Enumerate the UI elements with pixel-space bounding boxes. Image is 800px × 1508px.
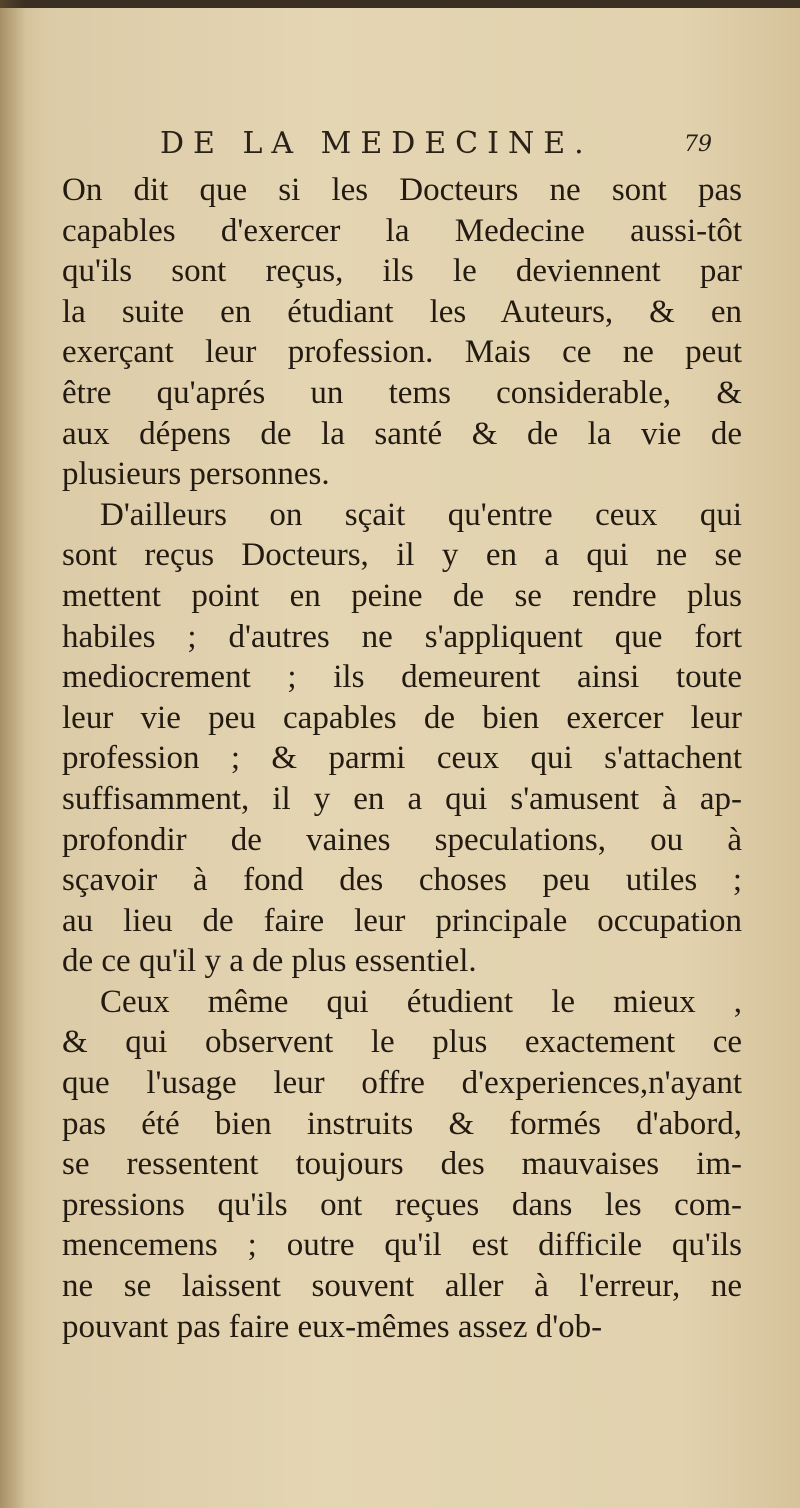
- text-line: On dit que si les Docteurs ne sont pas: [62, 172, 742, 208]
- text-line: de ce qu'il y a de plus essentiel.: [62, 943, 477, 980]
- paragraph: [62, 495, 742, 982]
- text-line: pas été bien instruits & formés d'abord,: [62, 1105, 742, 1142]
- text-line: la suite en étudiant les Auteurs, & en: [62, 293, 742, 330]
- text-line: D'ailleurs on sçait qu'entre ceux qui: [100, 496, 742, 533]
- page-top-edge: [0, 0, 800, 8]
- text-line: habiles ; d'autres ne s'appliquent que fort: [62, 618, 742, 655]
- text-line: ne se laissent souvent aller à l'erreur, ne: [62, 1268, 742, 1305]
- running-title: DE LA MEDECINE.: [160, 126, 593, 161]
- running-head: [60, 126, 712, 166]
- text-line: se ressentent toujours des mauvaises im-: [62, 1146, 742, 1183]
- text-line: aux dépens de la santé & de la vie de: [62, 415, 742, 452]
- paragraph: [62, 170, 742, 495]
- page-number: 79: [684, 132, 712, 157]
- text-line: être qu'aprés un tems considerable, &: [62, 374, 742, 411]
- text-line: pouvant pas faire eux-mêmes assez d'ob-: [62, 1308, 603, 1345]
- text-line: plusieurs personnes.: [62, 456, 330, 493]
- text-line: suffisamment, il y en a qui s'amusent à ap-: [62, 780, 742, 817]
- body-text: [62, 170, 742, 1347]
- text-line: sçavoir à fond des choses peu utiles ;: [62, 862, 742, 899]
- text-line: mettent point en peine de se rendre plus: [62, 577, 742, 614]
- text-line: au lieu de faire leur principale occupation: [62, 902, 742, 939]
- text-line: que l'usage leur offre d'experiences,n'ayant: [62, 1065, 742, 1102]
- text-line: profession ; & parmi ceux qui s'attachent: [62, 740, 742, 777]
- text-line: sont reçus Docteurs, il y en a qui ne se: [62, 537, 742, 574]
- text-line: mencemens ; outre qu'il est difficile qu'ils: [62, 1227, 742, 1264]
- text-line: pressions qu'ils ont reçues dans les com-: [62, 1186, 742, 1223]
- text-line: & qui observent le plus exactement ce: [62, 1024, 742, 1061]
- text-line: exerçant leur profession. Mais ce ne peut: [62, 334, 742, 371]
- binding-shadow: [0, 0, 26, 1508]
- text-line: capables d'exercer la Medecine aussi-tôt: [62, 212, 742, 249]
- text-line: qu'ils sont reçus, ils le deviennent par: [62, 253, 742, 290]
- text-line: leur vie peu capables de bien exercer leur: [62, 699, 742, 736]
- text-line: mediocrement ; ils demeurent ainsi toute: [62, 659, 742, 696]
- text-line: profondir de vaines speculations, ou à: [62, 821, 742, 858]
- text-line: Ceux même qui étudient le mieux ,: [100, 983, 742, 1020]
- paragraph: [62, 982, 742, 1347]
